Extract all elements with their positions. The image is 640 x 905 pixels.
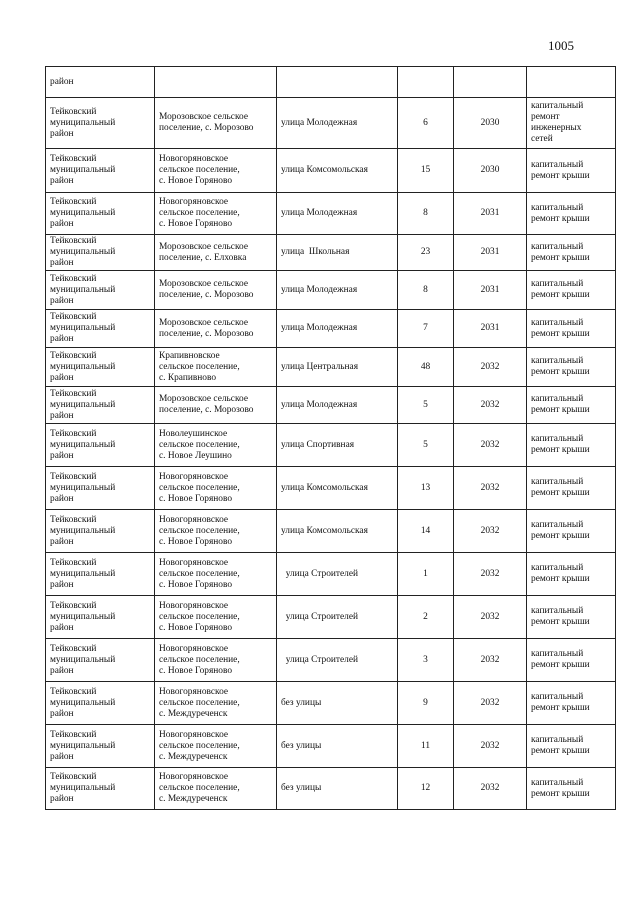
cell-work [527, 725, 616, 768]
house-text: 48 [420, 361, 431, 372]
district-text: Тейковский муниципальный район [50, 388, 116, 421]
cell-house [398, 67, 454, 98]
cell-settlement [155, 193, 277, 235]
cell-district [46, 98, 155, 149]
settlement-text: Новогоряновское сельское поселение, с. Междуреченск [159, 729, 240, 762]
cell-settlement [155, 149, 277, 193]
cell-street [277, 98, 398, 149]
cell-house [398, 639, 454, 682]
cell-district [46, 424, 155, 467]
cell-house [398, 193, 454, 235]
table-row [46, 510, 616, 553]
table-row [46, 271, 616, 310]
settlement-text: Морозовское сельское поселение, с. Морозово [159, 317, 254, 339]
cell-work [527, 682, 616, 725]
cell-year [454, 149, 527, 193]
street-text: без улицы [281, 740, 322, 751]
work-text: капитальный ремонт крыши [531, 159, 590, 181]
house-text: 14 [420, 525, 431, 536]
year-text: 2032 [480, 525, 500, 536]
cell-house [398, 467, 454, 510]
table-row [46, 348, 616, 387]
year-text: 2031 [480, 284, 500, 295]
district-text: Тейковский муниципальный район [50, 772, 116, 804]
district-text: Тейковский муниципальный район [50, 350, 116, 383]
house-text: 23 [420, 247, 431, 257]
street-text: улица Молодежная [281, 208, 358, 218]
cell-work [527, 348, 616, 387]
house-text: 9 [423, 697, 428, 708]
year-text: 2032 [480, 482, 500, 493]
district-text: Тейковский муниципальный район [50, 154, 116, 186]
cell-street [277, 424, 398, 467]
year-text: 2032 [480, 361, 500, 372]
table-row [46, 149, 616, 193]
cell-street [277, 271, 398, 310]
cell-settlement [155, 348, 277, 387]
table-row [46, 768, 616, 810]
cell-work [527, 193, 616, 235]
cell-district [46, 639, 155, 682]
cell-work [527, 67, 616, 98]
cell-work [527, 271, 616, 310]
year-text: 2032 [480, 783, 500, 793]
year-text: 2032 [480, 740, 500, 751]
cell-street [277, 149, 398, 193]
cell-district [46, 510, 155, 553]
table-row [46, 682, 616, 725]
work-text: капитальный ремонт крыши [531, 777, 590, 799]
table-row [46, 553, 616, 596]
cell-settlement [155, 553, 277, 596]
cell-house [398, 348, 454, 387]
street-text: улица Молодежная [281, 117, 358, 128]
cell-street [277, 310, 398, 348]
street-text: улица Молодежная [281, 399, 358, 410]
street-text: улица Школьная [281, 247, 350, 257]
cell-year [454, 235, 527, 271]
cell-house [398, 310, 454, 348]
house-text: 12 [420, 783, 431, 793]
street-text: улица Молодежная [281, 284, 358, 295]
cell-district [46, 235, 155, 271]
district-text: район [50, 76, 74, 87]
cell-work [527, 424, 616, 467]
cell-house [398, 682, 454, 725]
cell-street [277, 639, 398, 682]
cell-settlement [155, 98, 277, 149]
house-text: 5 [423, 399, 428, 410]
house-text: 5 [423, 439, 428, 450]
settlement-text: Новолеушинское сельское поселение, с. Новое Леушино [159, 428, 240, 461]
cell-settlement [155, 271, 277, 310]
district-text: Тейковский муниципальный район [50, 312, 116, 344]
house-text: 2 [423, 611, 428, 622]
cell-district [46, 596, 155, 639]
cell-work [527, 98, 616, 149]
year-text: 2030 [480, 165, 500, 175]
cell-settlement [155, 639, 277, 682]
district-text: Тейковский муниципальный район [50, 729, 116, 762]
settlement-text: Новогоряновское сельское поселение, с. Новое Горяново [159, 557, 240, 590]
district-text: Тейковский муниципальный район [50, 236, 116, 268]
cell-street [277, 387, 398, 424]
cell-work [527, 310, 616, 348]
cell-district [46, 310, 155, 348]
table-row [46, 387, 616, 424]
table-row [46, 98, 616, 149]
house-text: 15 [420, 165, 431, 175]
street-text: улица Комсомольская [281, 482, 368, 493]
settlement-text: Новогоряновское сельское поселение, с. Междуреченск [159, 772, 240, 804]
table-body [46, 67, 616, 810]
cell-work [527, 235, 616, 271]
cell-house [398, 553, 454, 596]
cell-work [527, 510, 616, 553]
cell-district [46, 553, 155, 596]
house-text: 1 [423, 568, 428, 579]
district-text: Тейковский муниципальный район [50, 428, 116, 461]
settlement-text: Новогоряновское сельское поселение, с. Новое Горяново [159, 514, 240, 547]
street-text: улица Строителей [281, 568, 359, 579]
cell-work [527, 596, 616, 639]
year-text: 2032 [480, 399, 500, 410]
cell-house [398, 596, 454, 639]
house-text: 7 [423, 323, 428, 333]
street-text: улица Комсомольская [281, 165, 368, 175]
cell-work [527, 553, 616, 596]
settlement-text: Новогоряновское сельское поселение, с. Новое Горяново [159, 643, 240, 676]
cell-street [277, 725, 398, 768]
cell-district [46, 725, 155, 768]
cell-settlement [155, 67, 277, 98]
cell-settlement [155, 424, 277, 467]
cell-settlement [155, 768, 277, 810]
work-text: капитальный ремонт крыши [531, 563, 590, 584]
cell-settlement [155, 725, 277, 768]
cell-year [454, 310, 527, 348]
cell-district [46, 467, 155, 510]
district-text: Тейковский муниципальный район [50, 557, 116, 590]
settlement-text: Морозовское сельское поселение, с. Елховка [159, 241, 249, 263]
cell-year [454, 67, 527, 98]
street-text: улица Строителей [281, 654, 359, 665]
cell-house [398, 424, 454, 467]
house-text: 8 [423, 284, 428, 295]
work-text: капитальный ремонт крыши [531, 649, 590, 670]
street-text: улица Спортивная [281, 439, 355, 450]
cell-street [277, 67, 398, 98]
table-row-continued [46, 67, 616, 98]
year-text: 2031 [480, 208, 500, 218]
cell-year [454, 467, 527, 510]
work-text: капитальный ремонт крыши [531, 241, 590, 263]
cell-district [46, 387, 155, 424]
page-number: 1005 [548, 38, 574, 53]
district-text: Тейковский муниципальный район [50, 643, 116, 676]
cell-settlement [155, 310, 277, 348]
repair-schedule-table [45, 66, 616, 810]
cell-year [454, 768, 527, 810]
cell-district [46, 67, 155, 98]
cell-settlement [155, 682, 277, 725]
cell-year [454, 387, 527, 424]
cell-year [454, 193, 527, 235]
cell-district [46, 768, 155, 810]
table-row [46, 193, 616, 235]
cell-year [454, 725, 527, 768]
table-row [46, 424, 616, 467]
district-text: Тейковский муниципальный район [50, 273, 116, 306]
cell-work [527, 768, 616, 810]
street-text: улица Комсомольская [281, 525, 368, 536]
settlement-text: Новогоряновское сельское поселение, с. Новое Горяново [159, 154, 240, 186]
house-text: 6 [423, 117, 428, 128]
cell-year [454, 271, 527, 310]
table-row [46, 639, 616, 682]
table-row [46, 310, 616, 348]
cell-work [527, 639, 616, 682]
cell-street [277, 348, 398, 387]
work-text: капитальный ремонт крыши [531, 434, 590, 455]
settlement-text: Морозовское сельское поселение, с. Морозово [159, 394, 254, 415]
settlement-text: Новогоряновское сельское поселение, с. Новое Горяново [159, 197, 240, 229]
cell-house [398, 271, 454, 310]
year-text: 2032 [480, 654, 500, 665]
work-text: капитальный ремонт крыши [531, 356, 590, 377]
street-text: без улицы [281, 783, 322, 793]
district-text: Тейковский муниципальный район [50, 600, 116, 633]
cell-street [277, 467, 398, 510]
cell-district [46, 271, 155, 310]
street-text: улица Центральная [281, 361, 359, 372]
year-text: 2030 [480, 117, 500, 128]
year-text: 2031 [480, 247, 500, 257]
table-row [46, 235, 616, 271]
cell-district [46, 193, 155, 235]
house-text: 8 [423, 208, 428, 218]
year-text: 2032 [480, 611, 500, 622]
cell-year [454, 510, 527, 553]
cell-work [527, 467, 616, 510]
cell-year [454, 348, 527, 387]
cell-settlement [155, 467, 277, 510]
cell-year [454, 553, 527, 596]
table-row [46, 467, 616, 510]
cell-house [398, 235, 454, 271]
year-text: 2032 [480, 439, 500, 450]
district-text: Тейковский муниципальный район [50, 106, 116, 139]
house-text: 3 [423, 654, 428, 665]
work-text: капитальный ремонт крыши [531, 735, 590, 756]
cell-street [277, 193, 398, 235]
work-text: капитальный ремонт крыши [531, 520, 590, 541]
cell-street [277, 768, 398, 810]
district-text: Тейковский муниципальный район [50, 514, 116, 547]
year-text: 2032 [480, 568, 500, 579]
district-text: Тейковский муниципальный район [50, 471, 116, 504]
settlement-text: Морозовское сельское поселение, с. Морозово [159, 112, 254, 133]
district-text: Тейковский муниципальный район [50, 686, 116, 719]
work-text: капитальный ремонт крыши [531, 606, 590, 627]
street-text: улица Молодежная [281, 323, 358, 333]
cell-district [46, 348, 155, 387]
settlement-text: Новогоряновское сельское поселение, с. Междуреченск [159, 686, 240, 719]
cell-settlement [155, 387, 277, 424]
cell-work [527, 149, 616, 193]
settlement-text: Крапивновское сельское поселение, с. Крапивново [159, 350, 240, 383]
cell-settlement [155, 235, 277, 271]
street-text: без улицы [281, 697, 322, 708]
cell-house [398, 510, 454, 553]
cell-street [277, 235, 398, 271]
cell-house [398, 98, 454, 149]
year-text: 2032 [480, 697, 500, 708]
work-text: капитальный ремонт инженерных сетей [531, 101, 584, 144]
cell-district [46, 149, 155, 193]
cell-house [398, 768, 454, 810]
cell-house [398, 387, 454, 424]
cell-year [454, 682, 527, 725]
cell-settlement [155, 596, 277, 639]
work-text: капитальный ремонт крыши [531, 394, 590, 415]
cell-year [454, 98, 527, 149]
work-text: капитальный ремонт крыши [531, 692, 590, 713]
cell-street [277, 553, 398, 596]
cell-year [454, 596, 527, 639]
work-text: капитальный ремонт крыши [531, 279, 590, 300]
work-text: капитальный ремонт крыши [531, 202, 590, 224]
settlement-text: Новогоряновское сельское поселение, с. Новое Горяново [159, 600, 240, 633]
table-row [46, 596, 616, 639]
district-text: Тейковский муниципальный район [50, 197, 116, 229]
table-row [46, 725, 616, 768]
cell-year [454, 639, 527, 682]
cell-work [527, 387, 616, 424]
cell-district [46, 682, 155, 725]
year-text: 2031 [480, 323, 500, 333]
cell-street [277, 596, 398, 639]
settlement-text: Морозовское сельское поселение, с. Морозово [159, 279, 254, 300]
house-text: 13 [420, 482, 431, 493]
house-text: 11 [420, 740, 431, 751]
settlement-text: Новогоряновское сельское поселение, с. Новое Горяново [159, 471, 240, 504]
work-text: капитальный ремонт крыши [531, 317, 590, 339]
cell-year [454, 424, 527, 467]
cell-street [277, 510, 398, 553]
cell-house [398, 725, 454, 768]
work-text: капитальный ремонт крыши [531, 477, 590, 498]
cell-house [398, 149, 454, 193]
street-text: улица Строителей [281, 611, 359, 622]
cell-street [277, 682, 398, 725]
cell-settlement [155, 510, 277, 553]
